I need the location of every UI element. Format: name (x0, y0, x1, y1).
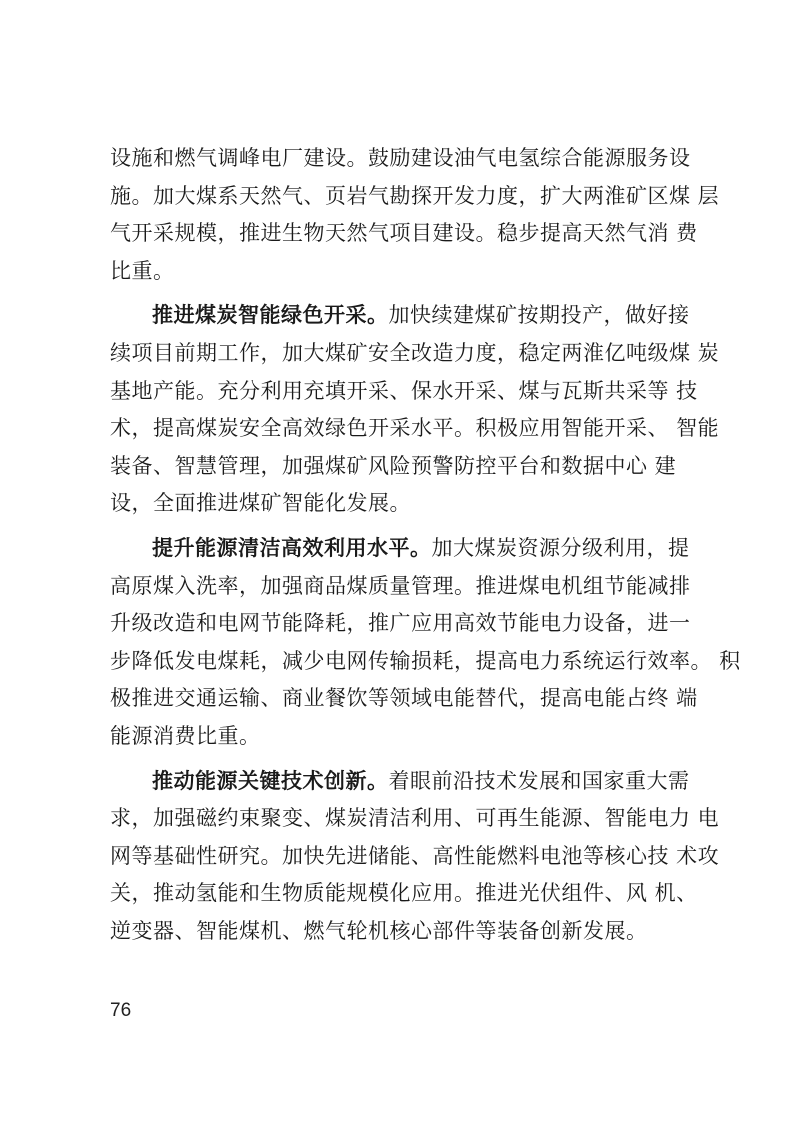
paragraph-1-line-1: 设施和燃气调峰电厂建设。鼓励建设油气电氢综合能源服务设 (110, 146, 691, 170)
paragraph-4-line-1: 着眼前沿技术发展和国家重大需 (388, 768, 690, 793)
paragraph-2-first-line (110, 297, 690, 335)
paragraph-2-line-3: 基地产能。充分利用充填开采、保水开采、煤与瓦斯共采等 技 (110, 378, 698, 403)
paragraph-4-heading: 推动能源关键技术创新。 (152, 768, 389, 793)
paragraph-3-first-line (110, 530, 690, 568)
paragraph-3-line-5: 极推进交通运输、商业餐饮等领域电能替代，提高电能占终 端 (110, 686, 698, 711)
paragraph-2-line-2: 续项目前期工作，加大煤矿安全改造力度，稳定两淮亿吨级煤 炭 (110, 340, 720, 365)
paragraph-4-first-line (110, 763, 690, 801)
paragraph-4-line-4: 关，推动氢能和生物质能规模化应用。推进光伏组件、风 机、 (110, 881, 698, 906)
paragraph-1-line-2: 施。加大煤系天然气、页岩气勘探开发力度，扩大两淮矿区煤 层 (110, 183, 720, 208)
paragraph-2-heading: 推进煤炭智能绿色开采。 (152, 303, 389, 328)
paragraph-3-line-4: 步降低发电煤耗，减少电网传输损耗，提高电力系统运行效率。 积 (110, 648, 741, 673)
paragraph-2-line-5: 装备、智慧管理，加强煤矿风险预警防控平台和数据中心 建 (110, 453, 677, 478)
paragraph-2-line-6: 设，全面推进煤矿智能化发展。 (110, 491, 411, 516)
paragraph-3-line-2: 高原煤入洗率，加强商品煤质量管理。推进煤电机组节能减排 (110, 573, 691, 598)
page-number: 76 (110, 1000, 132, 1021)
paragraph-4-line-5: 逆变器、智能煤机、燃气轮机核心部件等装备创新发展。 (110, 918, 648, 943)
paragraph-2-line-1: 加快续建煤矿按期投产，做好接 (388, 303, 690, 328)
paragraph-3-line-3: 升级改造和电网节能降耗，推广应用高效节能电力设备，进一 (110, 611, 691, 636)
paragraph-3-line-6: 能源消费比重。 (110, 723, 261, 748)
paragraph-1-line-4: 比重。 (110, 258, 175, 283)
paragraph-3-line-1: 加大煤炭资源分级利用，提 (431, 535, 690, 560)
paragraph-3-heading: 提升能源清洁高效利用水平。 (152, 535, 432, 560)
paragraph-2-line-4: 术，提高煤炭安全高效绿色开采水平。积极应用智能开采、 智能 (110, 416, 720, 441)
paragraph-4-line-2: 求，加强磁约束聚变、煤炭清洁利用、可再生能源、智能电力 电 (110, 806, 720, 831)
body-text (110, 140, 741, 950)
paragraph-1-line-3: 气开采规模，推进生物天然气项目建设。稳步提高天然气消 费 (110, 221, 698, 246)
paragraph-4-line-3: 网等基础性研究。加快先进储能、高性能燃料电池等核心技 术攻 (110, 843, 720, 868)
